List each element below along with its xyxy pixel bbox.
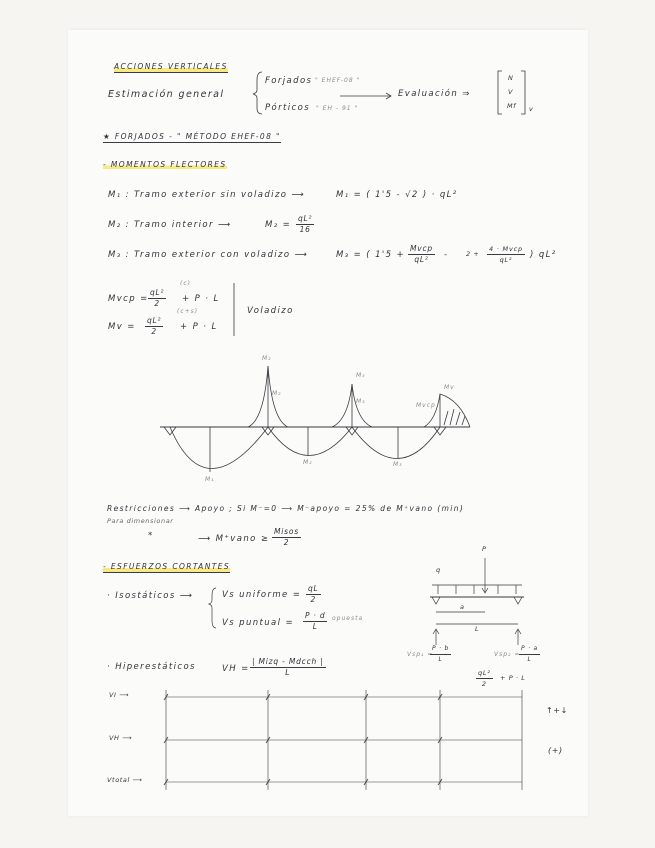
m3-f1-numerator: Mvcp xyxy=(410,244,433,253)
section-title-momentos: - MOMENTOS FLECTORES xyxy=(103,160,227,169)
voladizo-label: Voladizo xyxy=(247,306,294,316)
m1-label: M₁ : Tramo exterior sin voladizo ⟶ xyxy=(108,190,306,200)
diagram-label-m2-top: M₂ xyxy=(262,355,272,362)
row-vi-label: VI ⟶ xyxy=(109,691,130,699)
reaction-right-denominator: L xyxy=(527,656,532,663)
restricciones-line-1: Restricciones ⟶ Apoyo ; Si M⁻=0 ⟶ M⁻apoyo = 25% de M⁺vano (min) xyxy=(107,504,465,513)
reaction-left-denominator: L xyxy=(438,656,443,663)
matrix-mf: Mf xyxy=(507,102,517,110)
vs-uniforme-numerator: qL xyxy=(308,584,319,593)
estimacion-label: Estimación general xyxy=(108,89,225,100)
restricciones-line-2: Para dimensionar xyxy=(107,517,174,525)
diagram-label-m2-bottom: M₂ xyxy=(303,459,313,466)
mvcp-numerator: qL² xyxy=(150,288,165,297)
mv-numerator: qL² xyxy=(147,316,162,325)
m2-numerator: qL² xyxy=(298,214,313,223)
misos-denominator: 2 xyxy=(283,538,290,547)
m3-f2-denominator: qL² xyxy=(499,256,513,264)
m3-label: M₃ : Tramo exterior con voladizo ⟶ xyxy=(108,250,309,260)
diagram-label-m1-bottom: M₁ xyxy=(205,476,215,483)
ql-extra-denominator: 2 xyxy=(481,680,487,688)
sign-convention-arrows: ↑+↓ xyxy=(546,706,568,715)
vs-puntual-label: Vs puntual = xyxy=(222,618,295,628)
beam-a-label: a xyxy=(460,603,465,611)
diagram-label-mv: Mv xyxy=(444,384,455,391)
section-title-forjados: ★ FORJADOS - " MÉTODO EHEF-08 " xyxy=(103,132,281,141)
diagram-label-m3-bottom: M₃ xyxy=(393,461,403,468)
m3-f1-denominator: qL² xyxy=(414,255,429,264)
mv-superscript: (c+s) xyxy=(177,308,199,315)
row-vh-label: VH ⟶ xyxy=(109,734,133,742)
forjados-label: Forjados xyxy=(265,76,313,86)
beam-q-label: q xyxy=(436,566,441,574)
m2-label: M₂ : Tramo interior ⟶ xyxy=(108,220,232,230)
sign-convention-plus: (+) xyxy=(548,746,563,755)
row-vtotal-label: Vtotal ⟶ xyxy=(107,776,143,784)
beam-p-label: P xyxy=(482,545,487,553)
matrix-n: N xyxy=(508,74,514,82)
mvcp-lhs: Mvcp = xyxy=(108,294,149,304)
diagram-label-m3-upper: M₃ xyxy=(356,398,366,405)
reaction-right-numerator: P · a xyxy=(519,644,540,655)
vh-numerator: | Mizq - Mdcch | xyxy=(252,657,324,666)
vs-puntual-denominator: L xyxy=(312,622,318,631)
mvcp-denominator: 2 xyxy=(154,299,160,308)
m3-minus: - xyxy=(444,250,449,260)
m3-tail: ) qL² xyxy=(530,250,557,260)
diagram-label-m3-top: M₃ xyxy=(356,372,366,379)
mv-lhs: Mv = xyxy=(108,322,136,332)
isostaticos-label: · Isostáticos ⟶ xyxy=(107,591,194,601)
section-title-acciones: ACCIONES VERTICALES xyxy=(114,62,228,71)
reaction-left-numerator: P · b xyxy=(430,644,451,655)
diagram-label-m2-upper: M₂ xyxy=(272,390,282,397)
m3-lhs: M₃ = ( 1'5 + xyxy=(336,250,406,260)
m3-root-2: 2 + xyxy=(466,250,480,258)
m1-formula: M₁ = ( 1'5 - √2 ) · qL² xyxy=(336,190,458,200)
vs-puntual-numerator: P · d xyxy=(305,611,326,620)
vs-uniforme-denominator: 2 xyxy=(310,595,317,604)
vs-puntual-note: opuesta xyxy=(332,615,364,622)
reaction-left-label: Vsp₁ = xyxy=(407,651,434,658)
mv-tail: + P · L xyxy=(180,322,218,332)
beam-l-label: L xyxy=(475,625,480,633)
porticos-label: Pórticos xyxy=(265,103,311,113)
ql-extra-tail: + P · L xyxy=(500,674,526,682)
matrix-v: V xyxy=(508,88,514,96)
evaluacion-label: Evaluación ⇒ xyxy=(398,89,471,99)
forjados-ref: " EHEF-08 " xyxy=(315,77,361,84)
vh-lhs: VH = xyxy=(222,664,250,674)
mvcp-superscript: (c) xyxy=(180,280,191,287)
misos-numerator: Misos xyxy=(274,527,299,536)
restricciones-bullet: * xyxy=(148,531,154,541)
section-title-cortantes: - ESFUERZOS CORTANTES xyxy=(103,562,230,571)
vs-uniforme-label: Vs uniforme = xyxy=(222,590,302,600)
restricciones-line-3: ⟶ M⁺vano ≥ xyxy=(198,534,270,544)
mvcp-tail: + P · L xyxy=(182,294,220,304)
matrix-suffix: v xyxy=(529,105,534,113)
m3-f2-numerator: 4 · Mvcp xyxy=(489,245,523,253)
m2-denominator: 16 xyxy=(299,225,311,234)
porticos-ref: " EH - 91 " xyxy=(316,105,359,112)
reaction-right-label: Vsp₂ = xyxy=(494,651,521,658)
ql-extra-numerator: qL² xyxy=(478,669,491,677)
diagram-label-mvcp: Mvcp xyxy=(416,402,436,409)
hiperestaticos-label: · Hiperestáticos xyxy=(107,662,196,672)
mv-denominator: 2 xyxy=(151,327,157,336)
vh-denominator: L xyxy=(285,668,291,677)
m2-lhs: M₂ = xyxy=(265,220,292,230)
